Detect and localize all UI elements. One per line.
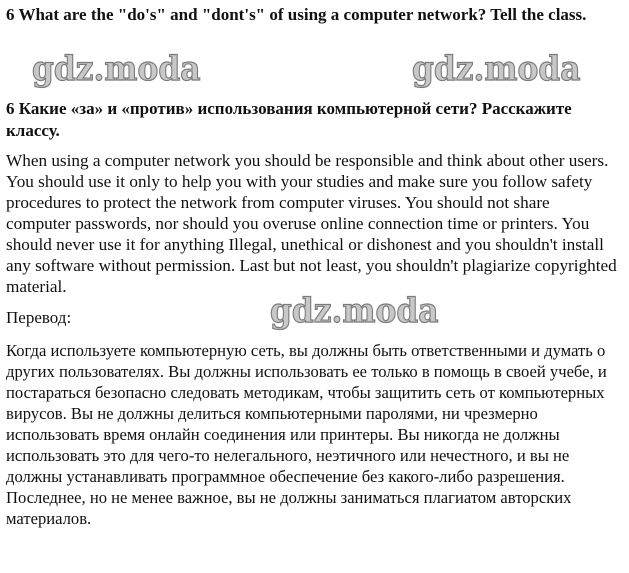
answer-russian: Когда используете компьютерную сеть, вы должны быть ответственными и думать о других пользователях. Вы должны использовать ее только в помощь в своей учебе, и постараться безопасно следовать методикам, чтобы защитить сеть от компьютерных вирусов. Вы не должны делиться компьютерными паролями, ни чрезмерно использовать время онлайн соединения или принтеры. Вы никогда не должны использовать это для чего-то нелегального, неэтичного или нечестного, и вы не должны устанавливать программное обеспечение без какого-либо разрешения. Последнее, но не менее важное, вы не должны заниматься плагиатом авторских материалов. xyxy=(6,341,607,528)
translation-label: Перевод: xyxy=(6,308,72,327)
watermark-logo: gdz.moda xyxy=(32,49,201,89)
answer-english: When using a computer network you should be responsible and think about other users. You should use it only to help you with your studies and make sure you follow safety procedures to protect the network from computer viruses. You should not share computer passwords, nor should you overuse online connection time or printers. You should never use it for anything Illegal, unethical or dishonest and you shouldn't install any software without permission. Last but not least, you shouldn't plagiarize copyrighted material. xyxy=(6,151,617,296)
watermark-logo: gdz.moda xyxy=(270,291,439,331)
watermark-logo: gdz.moda xyxy=(412,49,581,89)
question-russian: 6 Какие «за» и «против» использования компьютерной сети? Расскажите классу. xyxy=(6,99,572,140)
question-english: 6 What are the "do's" and "dont's" of using a computer network? Tell the class. xyxy=(6,5,587,24)
